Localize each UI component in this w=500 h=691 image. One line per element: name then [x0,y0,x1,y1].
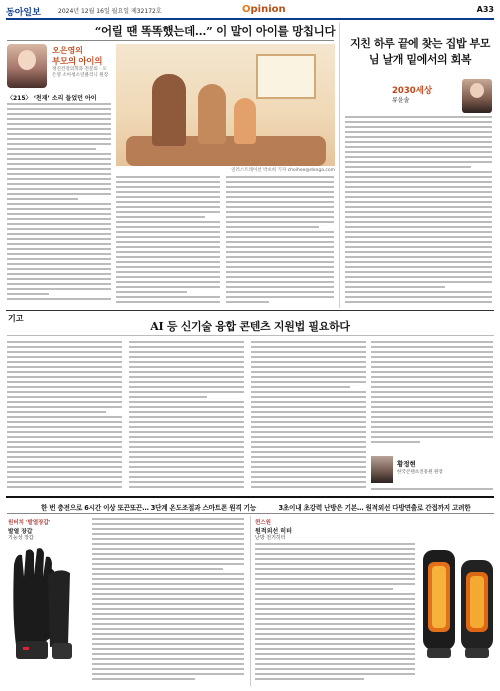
essay-divider [7,40,334,41]
ad-section-rule [6,496,494,498]
heater-product-image [419,540,497,670]
glove-icon [13,548,72,659]
newspaper-logo[interactable]: 동아일보 [6,8,41,18]
ad-right-body [255,543,415,683]
contribution-headline[interactable]: AI 등 신기술 융합 콘텐츠 지원법 필요하다 [150,320,350,333]
right-column-author: 류윤솔 [392,97,410,104]
essay-body-col1 [7,103,111,303]
essay-illustration [116,44,335,166]
contribution-body-col4 [371,341,493,446]
ad-left-headline[interactable]: 한 번 충전으로 6시간 이상 또끈또끈… 3단계 온도조절과 스마트폰 원격 기능 [40,504,257,512]
heater-icon [423,550,493,658]
ad-left-model: 발열 장갑 [8,529,33,535]
essay-subtitle: 〈215〉 ‘천재’ 소리 들었던 아이 [7,95,97,102]
contribution-body-col2 [129,341,244,491]
ad-left-model-sub: 기능성 장갑 [8,535,34,541]
column-name: 부모의 아이의 [52,57,103,67]
right-column-name: 2030세상 [392,86,433,96]
contribution-divider [7,335,494,336]
contribution-label: 기고 [8,314,24,323]
essay-body-col3 [226,176,334,306]
ad-divider [7,513,494,514]
contribution-body-col4-bottom [371,488,493,493]
column-divider [339,23,340,308]
author-name: 오은영의 [52,46,83,55]
contribution-body-col3 [251,341,366,491]
author-affiliation: 정신건강의학과 전문의 · 오은영 소아청소년클리닉 원장 [52,67,109,78]
ad-left-body [92,518,244,683]
masthead [6,5,494,17]
page-number: A33 [476,5,494,14]
ad-right-product-name: 퀸스원 [255,520,271,526]
ad-column-divider [250,516,251,686]
glove-product-image [8,545,86,665]
issue-date: 2024년 12월 16일 월요일 제32172호 [58,8,162,15]
contributor-affiliation: 한국콘텐츠진흥원 원장 [397,470,443,475]
contributor-photo [371,456,393,483]
ad-left-product-name: 원터치 '발열장갑' [8,520,51,526]
window-shape [256,54,316,99]
illustration-caption: 일러스트레이션 박초희 기자 choihee@donga.com [231,168,335,173]
ad-right-model: 원적외선 히터 [255,528,292,535]
person-figure [198,84,226,144]
essay-body-col2 [116,176,220,306]
person-figure [234,98,256,144]
right-author-photo [462,79,492,113]
ad-right-model-sub: 난방 전기히터 [255,535,286,541]
contribution-body-col1 [7,341,122,491]
section-name: Opinion [242,4,286,15]
right-column-headline[interactable]: 지친 하루 끝에 찾는 집밥 부모님 날개 밑에서의 회복 [350,37,490,66]
masthead-rule [6,18,494,20]
essay-headline[interactable]: “어릴 땐 똑똑했는데…” 이 말이 아이를 망칩니다 [94,24,336,38]
ad-right-headline[interactable]: 3초이내 초강력 난방은 기본… 원적외선 다방면출로 간접까지 고려한 [278,504,471,512]
person-figure [152,74,186,146]
right-body-col1 [345,116,492,306]
contributor-name: 황정현 [397,460,416,468]
author-photo [7,44,47,88]
section-rule [6,310,494,311]
